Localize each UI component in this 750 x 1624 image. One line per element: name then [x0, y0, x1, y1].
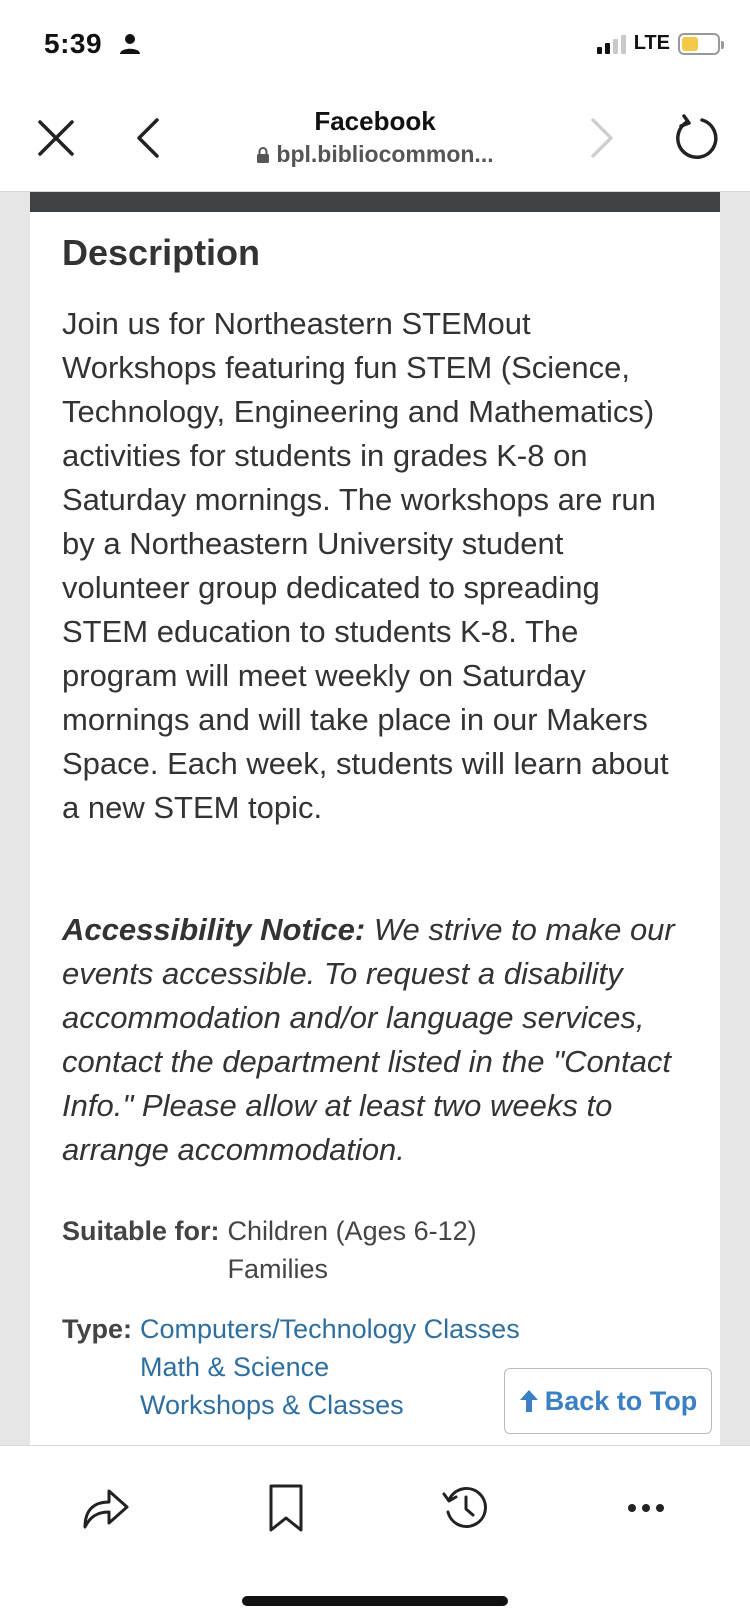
- suitable-for-value: Children (Ages 6-12): [227, 1216, 477, 1246]
- type-link-math-science[interactable]: Math & Science: [140, 1352, 330, 1382]
- close-icon: [36, 118, 76, 158]
- bookmark-icon: [268, 1483, 304, 1533]
- url-text: bpl.bibliocommon...: [276, 141, 494, 167]
- type-link-workshops[interactable]: Workshops & Classes: [140, 1390, 404, 1420]
- more-button[interactable]: [616, 1478, 676, 1538]
- description-heading: Description: [62, 232, 261, 273]
- type-row: [62, 1310, 520, 1424]
- history-icon: [442, 1484, 490, 1532]
- signal-icon: [597, 34, 626, 54]
- accessibility-label: Accessibility Notice:: [62, 912, 366, 947]
- arrow-up-icon: [519, 1389, 539, 1413]
- reload-button[interactable]: [668, 110, 724, 166]
- back-icon: [135, 116, 161, 160]
- status-indicators: [597, 32, 720, 55]
- more-icon: [626, 1502, 666, 1514]
- home-indicator[interactable]: [242, 1596, 508, 1606]
- back-button[interactable]: [128, 112, 168, 164]
- type-values: [140, 1310, 520, 1424]
- description-text: Join us for Northeastern STEMout Workshops featuring fun STEM (Science, Technology, Engineering and Mathematics) activities for students in grades K-8 on Saturday mornings. The workshops are run by a Northeastern University student volunteer group dedicated to spreading STEM education to students K-8. The program will meet weekly on Saturday mornings and will take place in our Makers Space. Each week, students will learn about a new STEM topic.: [62, 306, 669, 825]
- page-title: Facebook: [314, 106, 436, 136]
- reload-icon: [672, 114, 720, 162]
- battery-icon: [678, 33, 720, 55]
- close-button[interactable]: [30, 112, 82, 164]
- network-label: LTE: [633, 32, 670, 54]
- back-to-top-label: Back to Top: [544, 1385, 698, 1416]
- url-display: [200, 141, 550, 168]
- forward-button[interactable]: [582, 112, 622, 164]
- person-icon: [119, 33, 141, 55]
- share-button[interactable]: [76, 1478, 136, 1538]
- page-title-area[interactable]: [200, 106, 550, 168]
- type-link-computers[interactable]: Computers/Technology Classes: [140, 1314, 520, 1344]
- event-details-card: [30, 192, 720, 1445]
- bookmark-button[interactable]: [256, 1478, 316, 1538]
- suitable-for-row: [62, 1212, 477, 1288]
- share-icon: [81, 1485, 131, 1531]
- suitable-for-values: [228, 1212, 477, 1288]
- accessibility-text: We strive to make our events accessible. To request a disability accommodation and/or language services, contact the department listed in the "Contact Info." Please allow at least two weeks to arrange accommodation.: [62, 912, 675, 1167]
- history-button[interactable]: [436, 1478, 496, 1538]
- browser-nav-bar: [0, 92, 750, 192]
- header-band: [30, 192, 720, 212]
- accessibility-notice: [62, 908, 702, 1172]
- status-time: 5:39: [44, 28, 103, 59]
- back-to-top-button[interactable]: [504, 1368, 712, 1434]
- bottom-toolbar: [0, 1445, 750, 1624]
- suitable-for-label: Suitable for:: [62, 1216, 220, 1246]
- forward-icon: [589, 116, 615, 160]
- suitable-for-value: Families: [227, 1254, 329, 1284]
- type-label: Type:: [62, 1314, 133, 1344]
- lock-icon: [256, 146, 270, 164]
- status-bar: [0, 0, 750, 92]
